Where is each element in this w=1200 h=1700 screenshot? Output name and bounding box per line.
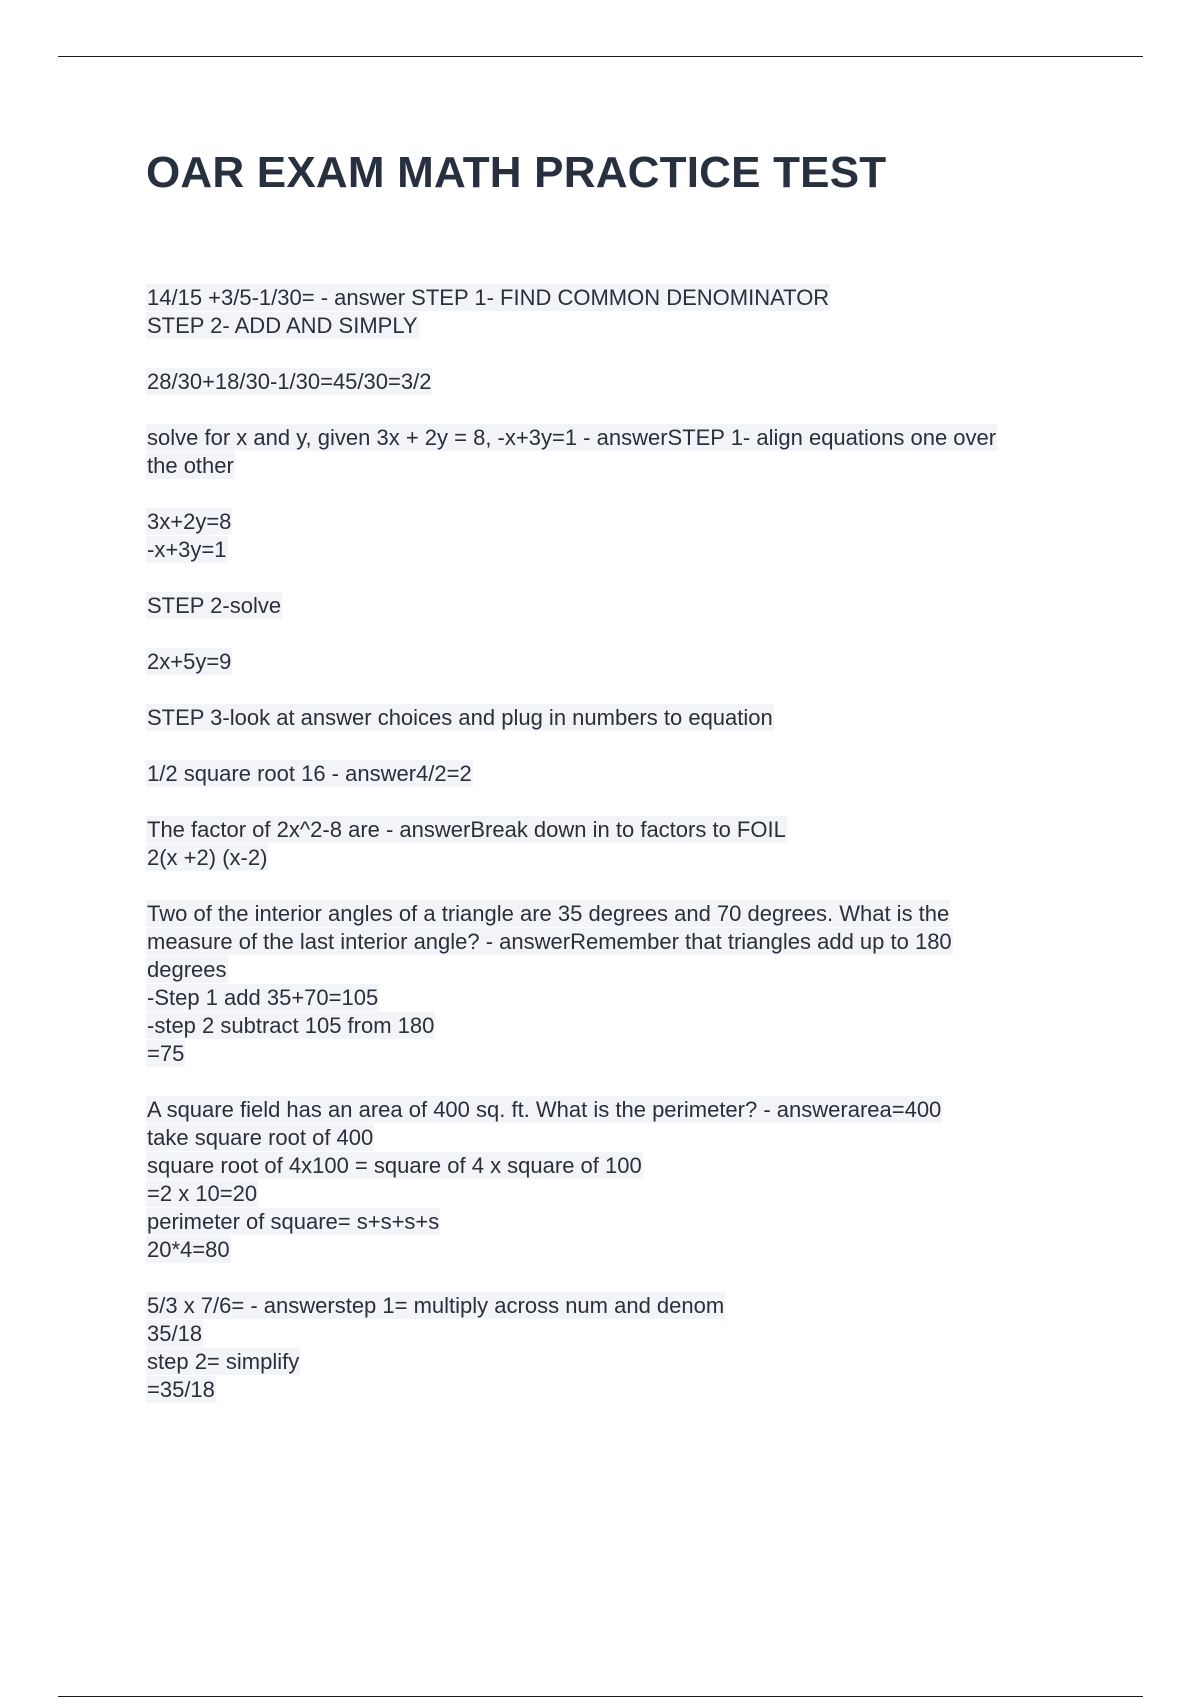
- paragraph: [146, 816, 1086, 872]
- text-line: STEP 2- ADD AND SIMPLY: [147, 313, 418, 338]
- paragraph: [146, 648, 1086, 676]
- text-line: STEP 3-look at answer choices and plug in numbers to equation: [147, 705, 773, 730]
- text-line: =75: [147, 1041, 185, 1066]
- text-line: solve for x and y, given 3x + 2y = 8, -x+3y=1 - answerSTEP 1- align equations one over: [147, 425, 997, 450]
- paragraph: [146, 760, 1086, 788]
- text-line: The factor of 2x^2-8 are - answerBreak down in to factors to FOIL: [147, 817, 786, 842]
- text-line: 1/2 square root 16 - answer4/2=2: [147, 761, 472, 786]
- text-line: A square field has an area of 400 sq. ft. What is the perimeter? - answerarea=400: [147, 1097, 942, 1122]
- paragraph: [146, 900, 1086, 1068]
- text-line: STEP 2-solve: [147, 593, 282, 618]
- text-line: Two of the interior angles of a triangle are 35 degrees and 70 degrees. What is the: [147, 901, 950, 926]
- document-body: [146, 284, 1086, 1432]
- text-line: measure of the last interior angle? - answerRemember that triangles add up to 180: [147, 929, 952, 954]
- page-title: OAR EXAM MATH PRACTICE TEST: [146, 148, 887, 197]
- text-line: take square root of 400: [147, 1125, 374, 1150]
- text-line: the other: [147, 453, 234, 478]
- paragraph: [146, 368, 1086, 396]
- text-line: -step 2 subtract 105 from 180: [147, 1013, 435, 1038]
- text-line: square root of 4x100 = square of 4 x square of 100: [147, 1153, 642, 1178]
- top-divider: [58, 56, 1143, 57]
- paragraph: [146, 592, 1086, 620]
- paragraph: [146, 1096, 1086, 1264]
- text-line: 2x+5y=9: [147, 649, 232, 674]
- paragraph: [146, 508, 1086, 564]
- text-line: -x+3y=1: [147, 537, 227, 562]
- text-line: 35/18: [147, 1321, 203, 1346]
- text-line: =35/18: [147, 1377, 215, 1402]
- text-line: =2 x 10=20: [147, 1181, 258, 1206]
- text-line: 20*4=80: [147, 1237, 230, 1262]
- paragraph: [146, 1292, 1086, 1404]
- text-line: 28/30+18/30-1/30=45/30=3/2: [147, 369, 432, 394]
- text-line: step 2= simplify: [147, 1349, 300, 1374]
- paragraph: [146, 704, 1086, 732]
- bottom-divider: [58, 1696, 1143, 1697]
- text-line: degrees: [147, 957, 227, 982]
- text-line: 3x+2y=8: [147, 509, 232, 534]
- text-line: perimeter of square= s+s+s+s: [147, 1209, 440, 1234]
- text-line: 5/3 x 7/6= - answerstep 1= multiply across num and denom: [147, 1293, 725, 1318]
- text-line: 2(x +2) (x-2): [147, 845, 268, 870]
- text-line: 14/15 +3/5-1/30= - answer STEP 1- FIND COMMON DENOMINATOR: [147, 285, 830, 310]
- paragraph: [146, 284, 1086, 340]
- paragraph: [146, 424, 1086, 480]
- text-line: -Step 1 add 35+70=105: [147, 985, 379, 1010]
